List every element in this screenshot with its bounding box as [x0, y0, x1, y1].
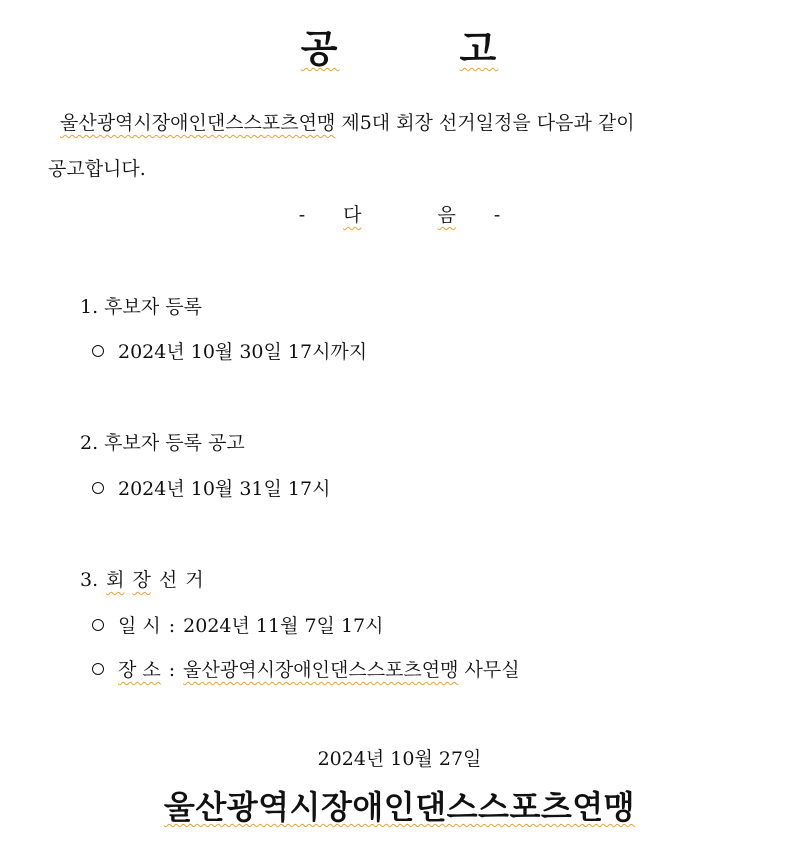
- section-3-word-4: 거: [185, 569, 204, 591]
- section-3-number: 3.: [80, 569, 99, 591]
- document-title: [0, 18, 799, 73]
- notice-date: 2024년 10월 27일: [317, 748, 482, 770]
- place-label: 장 소: [118, 659, 161, 681]
- section-3-word-2: 장: [132, 569, 151, 591]
- section-2-item: [92, 474, 330, 501]
- section-3-word-3: 선: [158, 569, 178, 591]
- title-char-2: 고: [459, 26, 499, 71]
- schedule-value: 2024년 11월 7일 17시: [183, 615, 384, 637]
- intro-line-1: [60, 108, 635, 135]
- section-1-item: [92, 337, 367, 364]
- organization-name: [0, 782, 799, 828]
- intro-line-2: 공고합니다.: [48, 158, 146, 180]
- section-2-heading: 2. 후보자 등록 공고: [80, 432, 245, 454]
- circle-bullet-icon: [92, 345, 104, 357]
- intro-line-1-rest: 제5대 회장 선거일정을 다음과 같이: [335, 112, 635, 134]
- dahum-char-2: 음: [437, 204, 456, 226]
- dahum-dash-right: -: [493, 204, 501, 226]
- intro-org-name: 울산광역시장애인댄스스포츠연맹: [60, 112, 336, 134]
- circle-bullet-icon: [92, 619, 104, 631]
- section-1-item-text: 2024년 10월 30일 17시까지: [118, 341, 368, 363]
- place-value-org: 울산광역시장애인댄스스포츠연맹: [183, 659, 459, 681]
- section-3-heading: [80, 565, 204, 592]
- place-separator: :: [168, 659, 176, 681]
- section-3-item-1: [92, 611, 384, 638]
- section-2-item-text: 2024년 10월 31일 17시: [118, 478, 331, 500]
- dahum-char-1: 다: [343, 204, 362, 226]
- dahum-heading: [0, 200, 799, 227]
- section-3-item-2: [92, 655, 520, 682]
- dahum-dash-left: -: [298, 204, 306, 226]
- section-1-heading: 1. 후보자 등록: [80, 296, 202, 318]
- place-value-rest: 사무실: [458, 659, 520, 681]
- section-3-word-1: 회: [106, 569, 125, 591]
- schedule-label: 일 시: [118, 615, 161, 637]
- title-char-1: 공: [300, 26, 340, 71]
- circle-bullet-icon: [92, 663, 104, 675]
- circle-bullet-icon: [92, 482, 104, 494]
- organization-name-text: 울산광역시장애인댄스스포츠연맹: [163, 788, 636, 826]
- schedule-separator: :: [168, 615, 176, 637]
